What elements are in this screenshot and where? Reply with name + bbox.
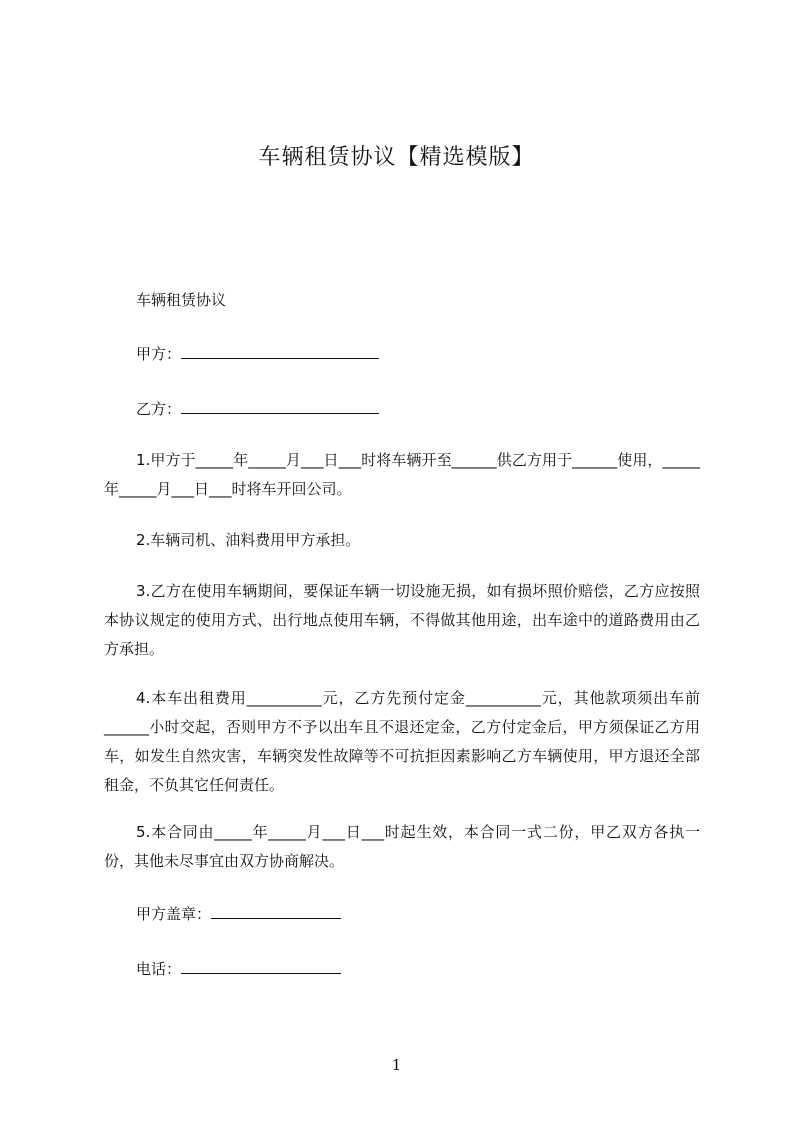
- party-a-row: [136, 344, 379, 364]
- page-number: 1: [391, 1056, 402, 1074]
- phone-row: [136, 959, 341, 979]
- seal-row: [136, 904, 341, 924]
- clause-5: 5.本合同由_____年_____月___日___时起生效，本合同一式二份，甲乙双方各执一份，其他未尽事宜由双方协商解决。: [104, 823, 700, 870]
- phone-label: 电话：: [136, 960, 182, 978]
- party-a-label: 甲方：: [136, 345, 182, 363]
- document-title: 车辆租赁协议【精选模版】: [258, 145, 535, 170]
- party-b-label: 乙方：: [136, 400, 182, 418]
- phone-blank: [181, 959, 341, 974]
- party-b-blank: [181, 399, 379, 414]
- clause-3: 3.乙方在使用车辆期间，要保证车辆一切设施无损，如有损坏照价赔偿，乙方应按照本协议规定的使用方式、出行地点使用车辆，不得做其他用途，出车途中的道路费用由乙方承担。: [104, 582, 700, 658]
- party-a-blank: [181, 344, 379, 359]
- agreement-subtitle: 车辆租赁协议: [136, 291, 227, 309]
- party-b-row: [136, 399, 379, 419]
- clause-1: 1.甲方于_____年_____月___日___时将车辆开至______供乙方用于______使用，_____年_____月___日___时将车开回公司。: [104, 451, 700, 498]
- clause-2: 2.车辆司机、油料费用甲方承担。: [136, 531, 361, 549]
- seal-label: 甲方盖章：: [136, 905, 212, 923]
- clause-4: 4.本车出租费用__________元，乙方先预付定金__________元，其他款项须出车前______小时交起，否则甲方不予以出车且不退还定金，乙方付定金后，甲方须保证乙方用车，如发生自然灾害，车辆突发性故障等不可抗拒因素影响乙方车辆使用，甲方退还全部租金，不负其它任何责任。: [104, 689, 700, 794]
- seal-blank: [211, 904, 341, 919]
